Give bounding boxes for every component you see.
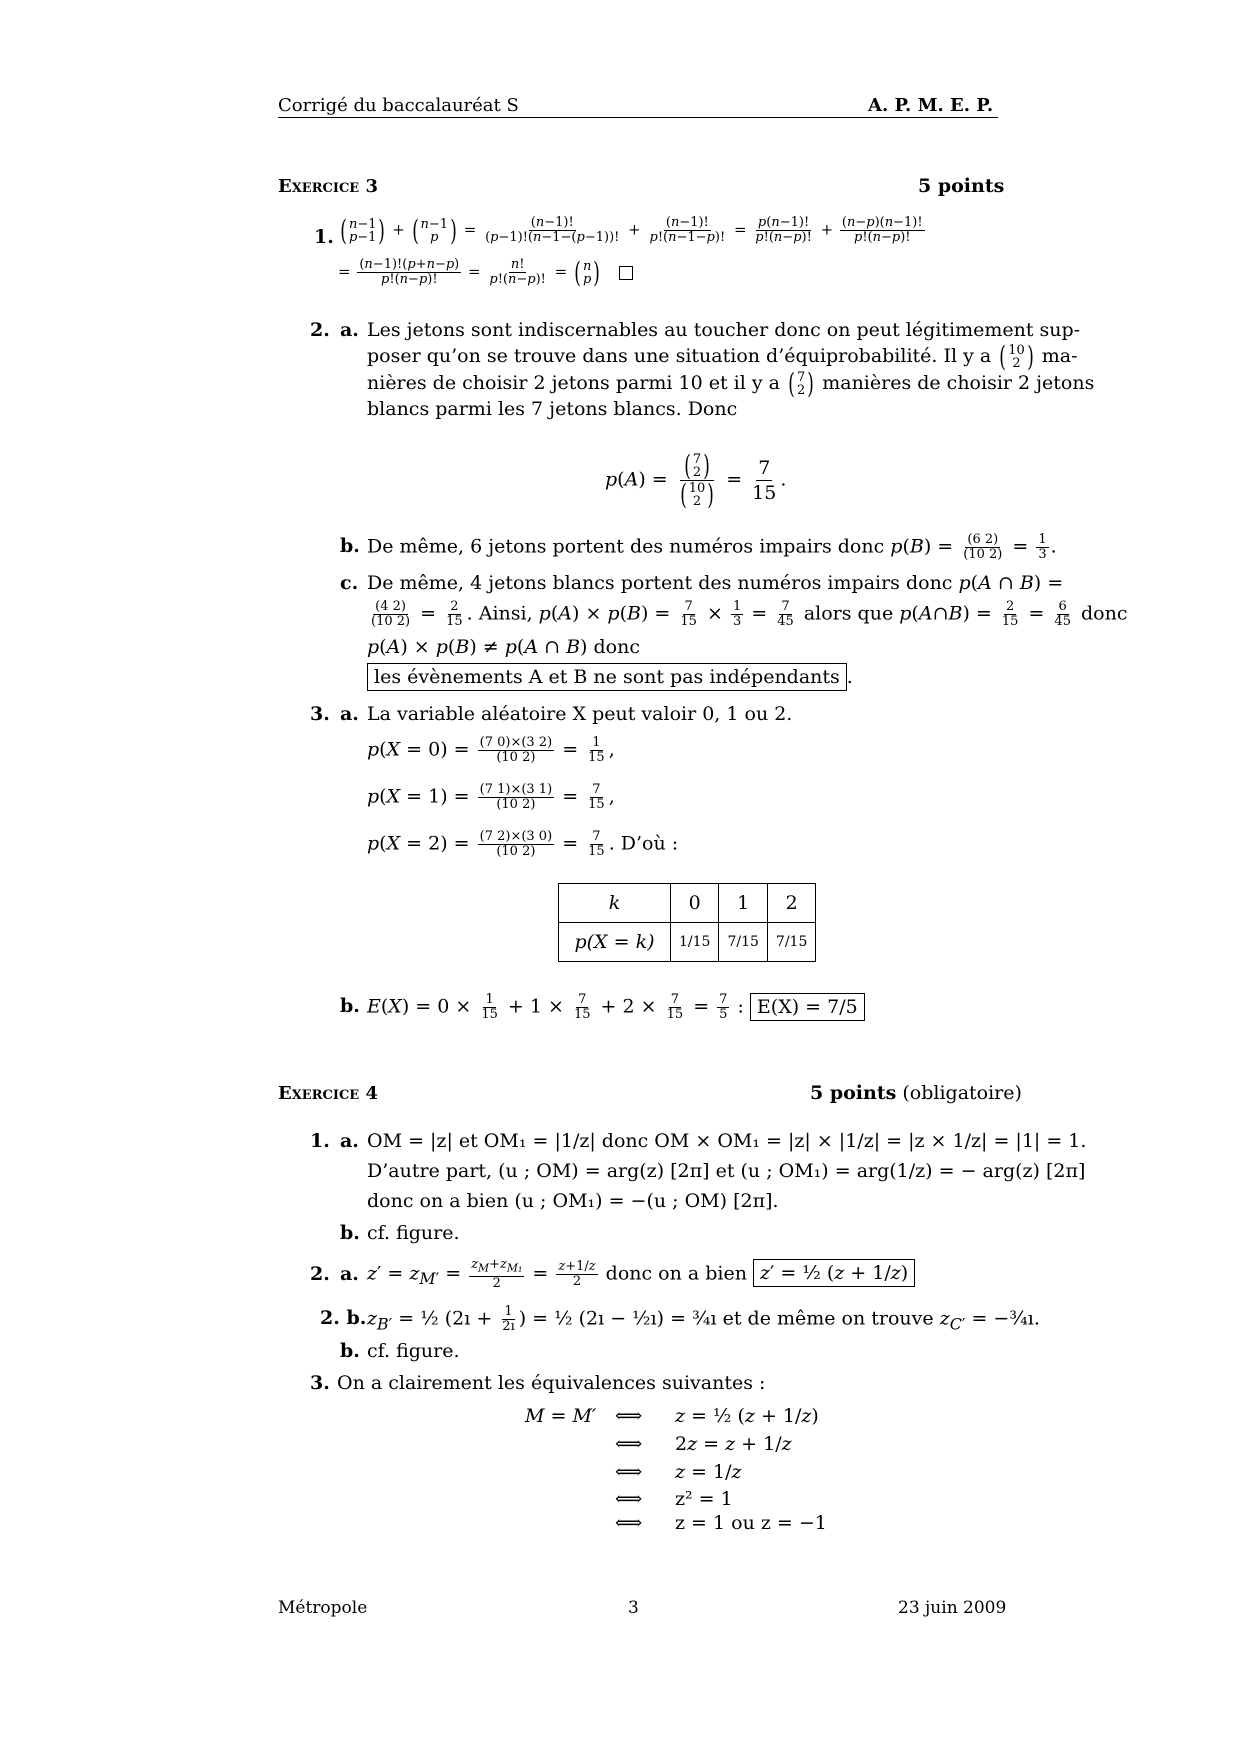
- ex4-q3-text: On a clairement les équivalences suivantes :: [337, 1372, 766, 1394]
- ex3-q2-label: 2.: [310, 319, 330, 341]
- ex4-q1a-label: a.: [340, 1130, 359, 1152]
- ex3-q3b-text: E(X) = 0 × $\frac{1}{15}$ + 1 × $\frac{7}{15}$ + 2 × $\frac{7}{15}$ = $\frac{7}{5}$ : E(X) = 7/5: [367, 993, 865, 1022]
- header-right: A. P. M. E. P.: [868, 95, 994, 116]
- equiv-arrow: ⟺: [615, 1488, 643, 1510]
- ex3-q2c-conclusion: les évènements A et B ne sont pas indépendants .: [367, 664, 853, 690]
- ex4-q1-label: 1.: [310, 1130, 330, 1152]
- footer-right: 23 juin 2009: [898, 1598, 1007, 1618]
- footer-page-number: 3: [628, 1598, 639, 1618]
- table-header-cell: 0: [671, 884, 719, 923]
- ex4-points: 5 points (obligatoire): [810, 1082, 1022, 1104]
- ex3-pA-formula: p(A) = ( 7 2 ) ( 10 2 ) = $\frac{7}{15}$ .: [605, 449, 787, 511]
- ex3-q2b-label: b.: [340, 535, 360, 557]
- ex3-q2c-line2: $\frac{(4 2)}{(10 2)}$ = $\frac{2}{15}$ . Ainsi, p(A) × p(B) = $\frac{7}{15}$ × $\frac{1}{3}$ = $\frac{7}{45}$ alors que p(A∩B) = $\frac{2}{15}$ = $\frac{6}{45}$ donc: [371, 599, 1128, 629]
- table-row-label: p(X = k): [559, 923, 671, 962]
- ex4-q2a-text: $z' = z_{M'}$ = $\frac{z_M+z_{M_1}}{2}$ = $\frac{z+1/z}{2}$ donc on a bien z′ = ½ (z + 1/z): [367, 1258, 915, 1292]
- table-header-cell: 2: [767, 884, 815, 923]
- ex3-q2a-line3: nières de choisir 2 jetons parmi 10 et il y a ( 7 2 ) manières de choisir 2 jetons: [367, 367, 1095, 400]
- ex3-q2a-line2: poser qu’on se trouve dans une situation d’équiprobabilité. Il y a ( 10 2 ) ma-: [367, 340, 1078, 373]
- ex3-q2c-line3: p(A) × p(B) ≠ p(A ∩ B) donc: [367, 636, 640, 658]
- table-cell: 7/15: [767, 923, 815, 962]
- qed-square: [619, 266, 633, 280]
- ex4-q1a-line3: donc on a bien (u ; OM₁) = −(u ; OM) [2π].: [367, 1190, 779, 1212]
- ex3-q1-formula: ( n−1 p−1 ) + ( n−1 p ) = $\frac{(n-1)!}{(p-1)!(n-1-(p-1))!}$ + $\frac{(n-1)!}{p!(n-1-p)!}$ = $\frac{p(n-1)!}{p!(n-p)!}$ + $\frac{(n-p)(n-1)!}{p!(n-p)!}$: [338, 216, 927, 245]
- probability-table: [558, 883, 816, 962]
- ex3-pX2: p(X = 2) = $\frac{(7 2)\times(3 0)}{(10 2)}$ = $\frac{7}{15}$ . D’où :: [367, 829, 679, 859]
- table-row: [559, 884, 816, 923]
- ex4-q2b2-text: cf. figure.: [367, 1340, 460, 1362]
- ex3-q2a-line1: Les jetons sont indiscernables au toucher donc on peut légitimement sup-: [367, 319, 1081, 341]
- ex3-q3-label: 3.: [310, 703, 330, 725]
- table-header-cell: k: [559, 884, 671, 923]
- ex3-q3a-text: La variable aléatoire X peut valoir 0, 1 ou 2.: [367, 703, 793, 725]
- equiv-rhs-4: z² = 1: [675, 1488, 733, 1510]
- ex4-q2-label: 2.: [310, 1263, 330, 1285]
- table-header-cell: 1: [719, 884, 767, 923]
- equiv-arrow: ⟺: [615, 1461, 643, 1483]
- footer-left: Métropole: [278, 1598, 368, 1618]
- equiv-arrow: ⟺: [615, 1405, 643, 1427]
- table-cell: 7/15: [719, 923, 767, 962]
- ex3-points: 5 points: [918, 175, 1005, 197]
- ex4-q1a-line1: OM = |z| et OM₁ = |1/z| donc OM × OM₁ = |z| × |1/z| = |z × 1/z| = |1| = 1.: [367, 1130, 1087, 1152]
- ex4-q2b-label: 2. b.: [320, 1307, 367, 1329]
- equiv-rhs-2: 2z = z + 1/z: [675, 1433, 792, 1455]
- equiv-rhs-5: z = 1 ou z = −1: [675, 1512, 827, 1534]
- ex4-q1b-label: b.: [340, 1222, 360, 1244]
- ex3-q1-formula-line2: = $\frac{(n-1)!(p+n-p)}{p!(n-p)!}$ = $\frac{n!}{p!(n-p)!}$ = ( n p ): [338, 258, 633, 287]
- ex3-pX0: p(X = 0) = $\frac{(7 0)\times(3 2)}{(10 2)}$ = $\frac{1}{15}$ ,: [367, 735, 615, 765]
- ex4-q2b2-label: b.: [340, 1340, 360, 1362]
- ex3-q2b-text: De même, 6 jetons portent des numéros impairs donc p(B) = $\frac{(6 2)}{(10 2)}$ = $\frac{1}{3}$ .: [367, 532, 1057, 562]
- ex3-q2a-line4: blancs parmi les 7 jetons blancs. Donc: [367, 398, 738, 420]
- binom-n1-p1: ( n−1 p−1 ): [340, 213, 386, 247]
- equiv-arrow: ⟺: [615, 1433, 643, 1455]
- ex3-q2a-label: a.: [340, 319, 359, 341]
- header-left: Corrigé du baccalauréat S: [278, 95, 519, 116]
- equiv-lhs: M = M′: [525, 1405, 597, 1427]
- ex4-q1a-line2: D’autre part, (u ; OM) = arg(z) [2π] et (u ; OM₁) = arg(1/z) = − arg(z) [2π]: [367, 1160, 1086, 1182]
- ex4-q3-label: 3.: [310, 1372, 330, 1394]
- ex3-q3a-label: a.: [340, 703, 359, 725]
- ex4-title: Exercice 4: [278, 1083, 378, 1104]
- equiv-arrow: ⟺: [615, 1512, 643, 1534]
- binom-n1-p: ( n−1 p ): [411, 213, 457, 247]
- table-row: [559, 923, 816, 962]
- ex4-q2a-label: a.: [340, 1263, 359, 1285]
- equiv-rhs-1: z = ½ (z + 1/z): [675, 1405, 819, 1427]
- header-rule: [278, 117, 998, 118]
- ex3-q2c-label: c.: [340, 572, 359, 594]
- ex3-q1-label: 1.: [314, 226, 334, 248]
- ex3-q3b-label: b.: [340, 995, 360, 1017]
- ex3-pX1: p(X = 1) = $\frac{(7 1)\times(3 1)}{(10 2)}$ = $\frac{7}{15}$ ,: [367, 782, 615, 812]
- ex4-q1b-text: cf. figure.: [367, 1222, 460, 1244]
- ex3-title: Exercice 3: [278, 176, 378, 197]
- ex3-q2c-line1: De même, 4 jetons blancs portent des numéros impairs donc p(A ∩ B) =: [367, 572, 1064, 594]
- equiv-rhs-3: z = 1/z: [675, 1461, 742, 1483]
- table-cell: 1/15: [671, 923, 719, 962]
- ex4-q2b-text: $z_{B'}$ = ½ (2ı + $\frac{1}{2ı}$ ) = ½ (2ı − ½ı) = ¾ı et de même on trouve $z_{C'}$ = −¾ı.: [367, 1304, 1040, 1334]
